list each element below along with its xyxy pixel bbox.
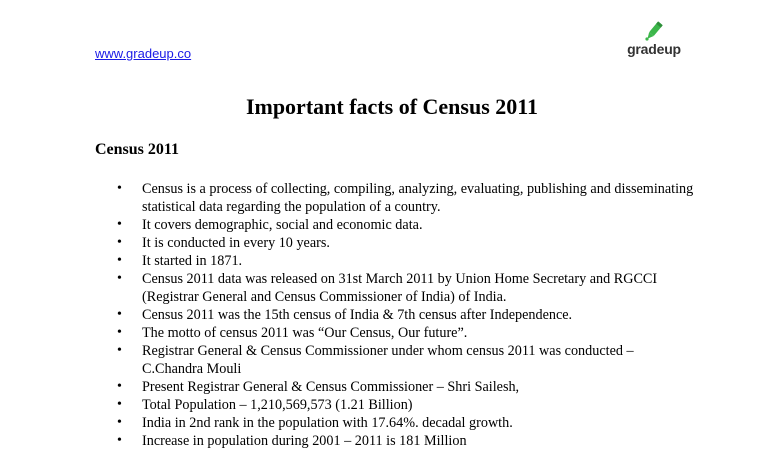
document-title: Important facts of Census 2011	[245, 94, 539, 119]
list-item: • India in 2nd rank in the population with 17.64%. decadal growth.	[116, 414, 696, 432]
gradeup-website-link[interactable]: www.gradeup.co	[95, 46, 192, 61]
list-item: • Census 2011 was the 15th census of India & 7th census after Independence.	[116, 306, 696, 324]
list-item: • It covers demographic, social and economic data.	[116, 216, 696, 234]
list-item: • Census 2011 data was released on 31st March 2011 by Union Home Secretary and RGCCI (Registrar General and Census Commissioner of India) of India.	[116, 270, 696, 306]
list-item: • It is conducted in every 10 years.	[116, 234, 696, 252]
list-item: • The motto of census 2011 was “Our Census, Our future”.	[116, 324, 696, 342]
pencil-icon	[644, 20, 664, 42]
list-item: • Registrar General & Census Commissioner under whom census 2011 was conducted – C.Chandra Mouli	[116, 342, 696, 378]
list-item: • Total Population – 1,210,569,573 (1.21 Billion)	[116, 396, 696, 414]
section-title: Census 2011	[95, 141, 180, 158]
list-item: • Increase in population during 2001 – 2011 is 181 Million	[116, 432, 696, 450]
gradeup-logo	[622, 20, 686, 64]
list-item: • Census is a process of collecting, compiling, analyzing, evaluating, publishing and disseminating statistical data regarding the population of a country.	[116, 180, 696, 216]
list-item: • It started in 1871.	[116, 252, 696, 270]
census-facts-list	[116, 180, 696, 450]
logo-wordmark: gradeup	[627, 41, 681, 57]
list-item: • Present Registrar General & Census Commissioner – Shri Sailesh,	[116, 378, 696, 396]
